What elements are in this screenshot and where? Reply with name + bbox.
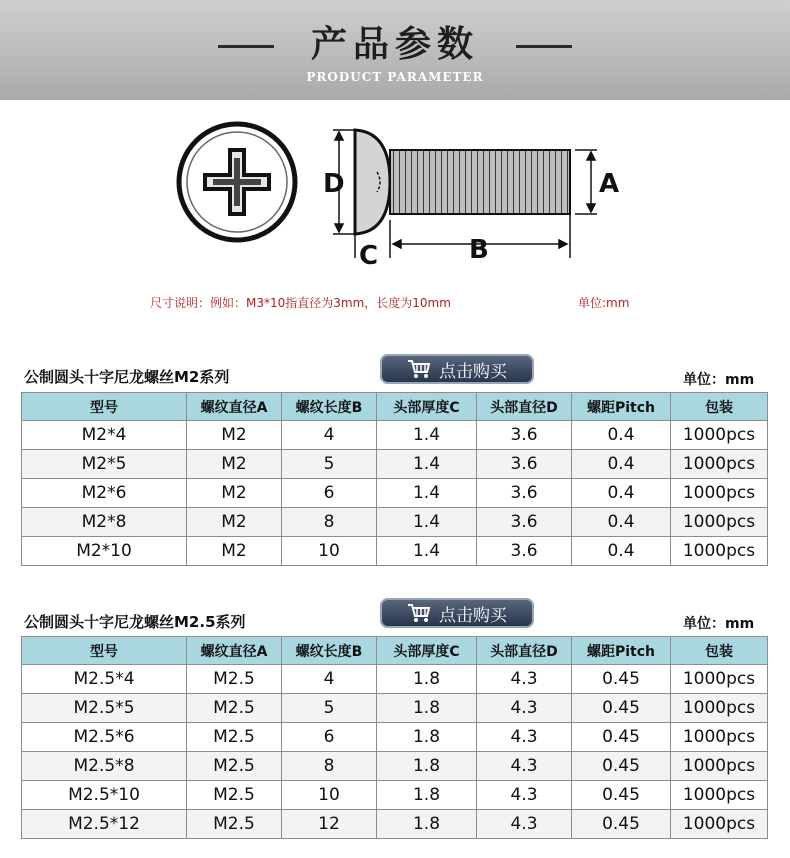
size-unit-note: 单位:mm (578, 296, 630, 310)
column-header: 包装 (671, 637, 768, 665)
table-cell: 3.6 (477, 537, 572, 566)
section-m25-title: 公制圆头十字尼龙螺丝M2.5系列 (24, 613, 246, 631)
table-cell: 0.45 (572, 810, 671, 839)
table-cell: 0.4 (572, 479, 671, 508)
table-row (22, 450, 768, 479)
page-title: 产品参数 (310, 23, 479, 65)
table-cell: 1.8 (377, 665, 477, 694)
table-cell: 1000pcs (671, 450, 768, 479)
table-cell: 0.4 (572, 421, 671, 450)
buy-button-m2-label: 点击购买 (439, 361, 507, 382)
table-cell: 10 (282, 537, 377, 566)
table-cell: 1.8 (377, 752, 477, 781)
table-cell: 6 (282, 479, 377, 508)
table-cell: 1000pcs (671, 810, 768, 839)
table-cell: M2.5*5 (22, 694, 187, 723)
column-header: 螺纹直径A (187, 393, 282, 421)
table-cell: 1000pcs (671, 421, 768, 450)
table-cell: 10 (282, 781, 377, 810)
table-cell: 4.3 (477, 810, 572, 839)
label-c: C (359, 241, 379, 270)
table-cell: 1.4 (377, 537, 477, 566)
column-header: 螺距Pitch (572, 393, 671, 421)
column-header: 型号 (22, 393, 187, 421)
table-cell: 1.4 (377, 479, 477, 508)
table-row (22, 752, 768, 781)
table-cell: M2.5*4 (22, 665, 187, 694)
table-cell: 1.8 (377, 781, 477, 810)
table-row (22, 665, 768, 694)
table-cell: M2*4 (22, 421, 187, 450)
table-cell: 1000pcs (671, 781, 768, 810)
label-a: A (599, 169, 620, 199)
table-cell: M2 (187, 508, 282, 537)
table-cell: 3.6 (477, 508, 572, 537)
column-header: 头部直径D (477, 637, 572, 665)
table-cell: 1.4 (377, 421, 477, 450)
table-cell: 1000pcs (671, 723, 768, 752)
table-cell: 3.6 (477, 479, 572, 508)
screw-head-top-view (179, 124, 295, 240)
table-cell: 3.6 (477, 421, 572, 450)
table-cell: 0.4 (572, 508, 671, 537)
table-cell: M2.5*6 (22, 723, 187, 752)
table-row (22, 479, 768, 508)
label-b: B (469, 235, 489, 265)
column-header: 螺纹直径A (187, 637, 282, 665)
table-cell: 0.45 (572, 781, 671, 810)
table-cell: 4.3 (477, 665, 572, 694)
table-cell: M2 (187, 421, 282, 450)
table-cell: 5 (282, 450, 377, 479)
column-header: 包装 (671, 393, 768, 421)
table-cell: 4.3 (477, 752, 572, 781)
table-cell: 0.45 (572, 752, 671, 781)
table-cell: 4.3 (477, 723, 572, 752)
size-explanation: 尺寸说明：例如：M3*10指直径为3mm，长度为10mm (150, 296, 451, 310)
table-cell: 0.4 (572, 537, 671, 566)
table-cell: 0.45 (572, 723, 671, 752)
cart-icon (407, 359, 431, 379)
table-cell: M2*10 (22, 537, 187, 566)
column-header: 头部厚度C (377, 637, 477, 665)
table-cell: M2.5 (187, 723, 282, 752)
spec-table-m2 (21, 392, 768, 566)
buy-button-m25-label: 点击购买 (439, 605, 507, 626)
table-cell: M2.5*12 (22, 810, 187, 839)
buy-button-m25[interactable] (380, 598, 534, 628)
table-cell: M2 (187, 479, 282, 508)
table-cell: 5 (282, 694, 377, 723)
column-header: 头部直径D (477, 393, 572, 421)
table-cell: M2 (187, 450, 282, 479)
table-cell: 1000pcs (671, 752, 768, 781)
table-cell: 1.8 (377, 810, 477, 839)
table-cell: 8 (282, 752, 377, 781)
column-header: 螺纹长度B (282, 393, 377, 421)
table-cell: 6 (282, 723, 377, 752)
column-header: 螺纹长度B (282, 637, 377, 665)
table-cell: 4 (282, 421, 377, 450)
table-row (22, 537, 768, 566)
table-cell: 1.4 (377, 450, 477, 479)
table-row (22, 810, 768, 839)
table-cell: M2*8 (22, 508, 187, 537)
table-cell: 4.3 (477, 694, 572, 723)
screw-diagram (165, 110, 620, 270)
table-row (22, 508, 768, 537)
spec-table-m25 (21, 636, 768, 839)
section-m2-unit: 单位：mm (683, 372, 755, 388)
cart-icon (407, 603, 431, 623)
section-m25-unit: 单位：mm (683, 616, 755, 632)
table-header-row (22, 637, 768, 665)
table-cell: M2.5 (187, 781, 282, 810)
buy-button-m2[interactable] (380, 354, 534, 384)
table-cell: 1.8 (377, 723, 477, 752)
table-cell: 12 (282, 810, 377, 839)
table-cell: 0.45 (572, 665, 671, 694)
table-cell: 3.6 (477, 450, 572, 479)
table-cell: 4.3 (477, 781, 572, 810)
table-cell: M2.5 (187, 752, 282, 781)
table-cell: 0.45 (572, 694, 671, 723)
header-banner (0, 0, 790, 100)
table-cell: M2.5 (187, 665, 282, 694)
table-header-row (22, 393, 768, 421)
table-cell: M2 (187, 537, 282, 566)
table-row (22, 723, 768, 752)
table-cell: 1000pcs (671, 479, 768, 508)
table-cell: 1000pcs (671, 694, 768, 723)
table-cell: 1000pcs (671, 508, 768, 537)
table-row (22, 694, 768, 723)
table-cell: 1.4 (377, 508, 477, 537)
table-cell: 1000pcs (671, 665, 768, 694)
table-row (22, 781, 768, 810)
screw-side-view (355, 130, 570, 234)
table-cell: M2.5*10 (22, 781, 187, 810)
column-header: 螺距Pitch (572, 637, 671, 665)
section-m2-title: 公制圆头十字尼龙螺丝M2系列 (24, 368, 230, 386)
table-cell: 4 (282, 665, 377, 694)
column-header: 头部厚度C (377, 393, 477, 421)
column-header: 型号 (22, 637, 187, 665)
table-cell: 0.4 (572, 450, 671, 479)
table-cell: M2.5 (187, 810, 282, 839)
table-cell: 1.8 (377, 694, 477, 723)
page-subtitle: PRODUCT PARAMETER (306, 70, 484, 84)
table-cell: M2*5 (22, 450, 187, 479)
table-cell: 8 (282, 508, 377, 537)
table-cell: M2.5*8 (22, 752, 187, 781)
table-cell: M2.5 (187, 694, 282, 723)
table-cell: 1000pcs (671, 537, 768, 566)
label-d: D (323, 169, 345, 199)
table-cell: M2*6 (22, 479, 187, 508)
table-row (22, 421, 768, 450)
